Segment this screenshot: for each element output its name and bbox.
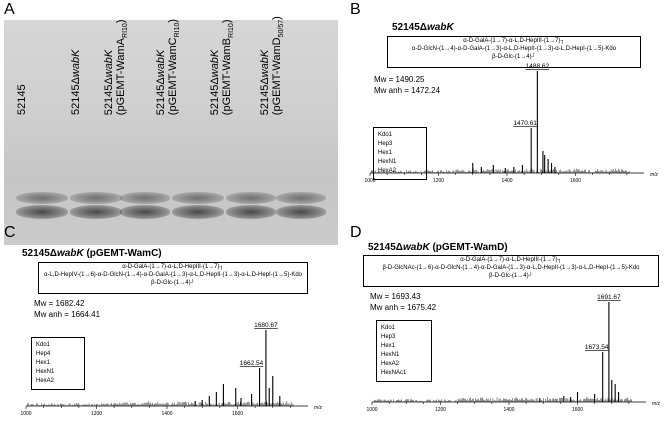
legend-item: Hex1: [36, 360, 51, 366]
structure-line: α-D-GlcN-(1→4)-α-D-GalA-(1→3)-α-L,D-HepII-(1→3)-α-L,D-HepI-(1→5)-Kdo: [411, 46, 617, 52]
legend-item: Hex1: [378, 150, 393, 156]
x-axis-unit: m/z: [314, 405, 323, 411]
gel-band: [276, 192, 326, 204]
x-tick-label: 1400: [503, 407, 515, 413]
legend-item: HexNAc1: [381, 370, 407, 376]
gel-band: [226, 192, 276, 204]
mw-value: Mw = 1693.43: [370, 292, 421, 301]
x-tick-label: 1200: [90, 411, 103, 417]
structure-line: β-D-Glc-(1→4)┘: [489, 273, 533, 279]
gel-band: [16, 205, 68, 219]
peak-label: 1662.54: [239, 360, 264, 367]
x-tick-label: 1000: [364, 178, 376, 184]
x-tick-label: 1400: [161, 411, 173, 417]
legend-item: Kdo1: [36, 342, 51, 348]
panel-b-letter: B: [350, 1, 361, 18]
x-tick-label: 1000: [20, 411, 32, 417]
panel-b-strain: 52145ΔwabK: [392, 22, 454, 33]
legend-item: HexN1: [381, 352, 400, 358]
gel-band: [120, 205, 170, 219]
gel-band: [120, 192, 170, 204]
legend-item: HexA2: [36, 378, 55, 384]
panel-b-spectrum: [366, 60, 658, 185]
legend-item: HexA2: [381, 361, 400, 367]
gel-band: [70, 205, 122, 219]
peak-label: 1691.67: [597, 294, 621, 301]
panel-c-structure-box: [38, 262, 308, 294]
panel-d-letter: D: [350, 224, 362, 241]
legend-item: HexN1: [378, 159, 397, 165]
mw-anh-value: Mw anh = 1472.24: [374, 86, 441, 95]
legend-item: Kdo1: [381, 325, 396, 331]
mw-anh-value: Mw anh = 1675.42: [370, 303, 437, 312]
x-axis-unit: m/z: [650, 172, 659, 178]
structure-line: β-D-Glc-(1→4)┘: [492, 54, 536, 60]
lane-label-2: 52145ΔwabK: [70, 49, 82, 115]
structure-line: α-L,D-HepIV-(1→6)-α-D-GlcN-(1→4)-α-D-GalA-(1→3)-α-L,D-HepII-(1→3)-α-L,D-HepI-(1→5)-Kdo: [43, 272, 303, 278]
mw-anh-value: Mw anh = 1664.41: [34, 310, 101, 319]
mw-value: Mw = 1490.25: [374, 75, 425, 84]
panel-c-spectrum: [22, 300, 322, 418]
gel-band: [16, 192, 68, 204]
x-axis-unit: m/z: [652, 401, 661, 407]
legend-item: Kdo1: [378, 132, 393, 138]
x-tick-label: 1400: [501, 178, 513, 184]
x-tick-label: 1600: [571, 407, 584, 413]
structure-line: α-D-GalA-(1→7)-α-L,D-HepIII-(1→7)┐: [122, 264, 224, 270]
x-tick-label: 1600: [231, 411, 244, 417]
gel-band: [276, 205, 326, 219]
panel-c-strain: 52145ΔwabK (pGEMT-WamC): [22, 248, 162, 259]
panel-d-spectrum: [368, 290, 660, 414]
legend-item: HexN1: [36, 369, 55, 375]
lane-label-5: 52145ΔwabK (pGEMT-WamB$_{RI10}$): [208, 19, 235, 115]
peak-label: 1488.62: [525, 63, 550, 70]
lane-label-1: 52145: [16, 84, 28, 115]
lane-label-3: 52145ΔwabK (pGEMT-WamA$_{RI10}$): [102, 19, 129, 115]
legend-item: Hep3: [378, 141, 393, 147]
x-tick-label: 1600: [569, 178, 582, 184]
x-tick-label: 1000: [366, 407, 378, 413]
lane-label-4: 52145ΔwabK (pGEMT-WamC$_{RI10}$): [154, 18, 181, 115]
structure-line: β-D-GlcNAc-(1→6)-α-D-GlcN-(1→4)-α-D-GalA-(1→3)-α-L,D-HepII-(1→3)-α-L,D-HepI-(1→5)-Kdo: [382, 265, 640, 271]
x-tick-label: 1200: [432, 178, 445, 184]
gel-band: [70, 192, 122, 204]
legend-item: Hex1: [381, 343, 396, 349]
peak-label: 1673.54: [584, 344, 609, 351]
gel-band: [172, 192, 224, 204]
mw-value: Mw = 1682.42: [34, 299, 85, 308]
x-tick-label: 1200: [434, 407, 447, 413]
lane-label-6: 52145ΔwabK (pGEMT-WamD$_{50/57}$): [258, 15, 285, 115]
peak-label: 1470.61: [513, 120, 537, 127]
gel-band: [226, 205, 276, 219]
legend-item: HexA2: [378, 168, 397, 174]
gel-image: [4, 15, 338, 245]
panel-d-structure-box: [363, 255, 659, 287]
legend-item: Hep3: [381, 334, 396, 340]
structure-line: β-D-Glc-(1→4)┘: [151, 280, 195, 286]
gel-band: [172, 205, 224, 219]
peak-label: 1680.67: [254, 322, 278, 329]
structure-line: α-D-GalA-(1→7)-α-L,D-HepIII-(1→7)┐: [463, 38, 565, 44]
legend-item: Hep4: [36, 351, 51, 357]
panel-a-letter: A: [4, 1, 15, 18]
panel-d-strain: 52145ΔwabK (pGEMT-WamD): [368, 242, 508, 253]
panel-c-letter: C: [4, 224, 16, 241]
structure-line: α-D-GalA-(1→7)-α-L,D-HepIII-(1→7)┐: [460, 257, 562, 263]
